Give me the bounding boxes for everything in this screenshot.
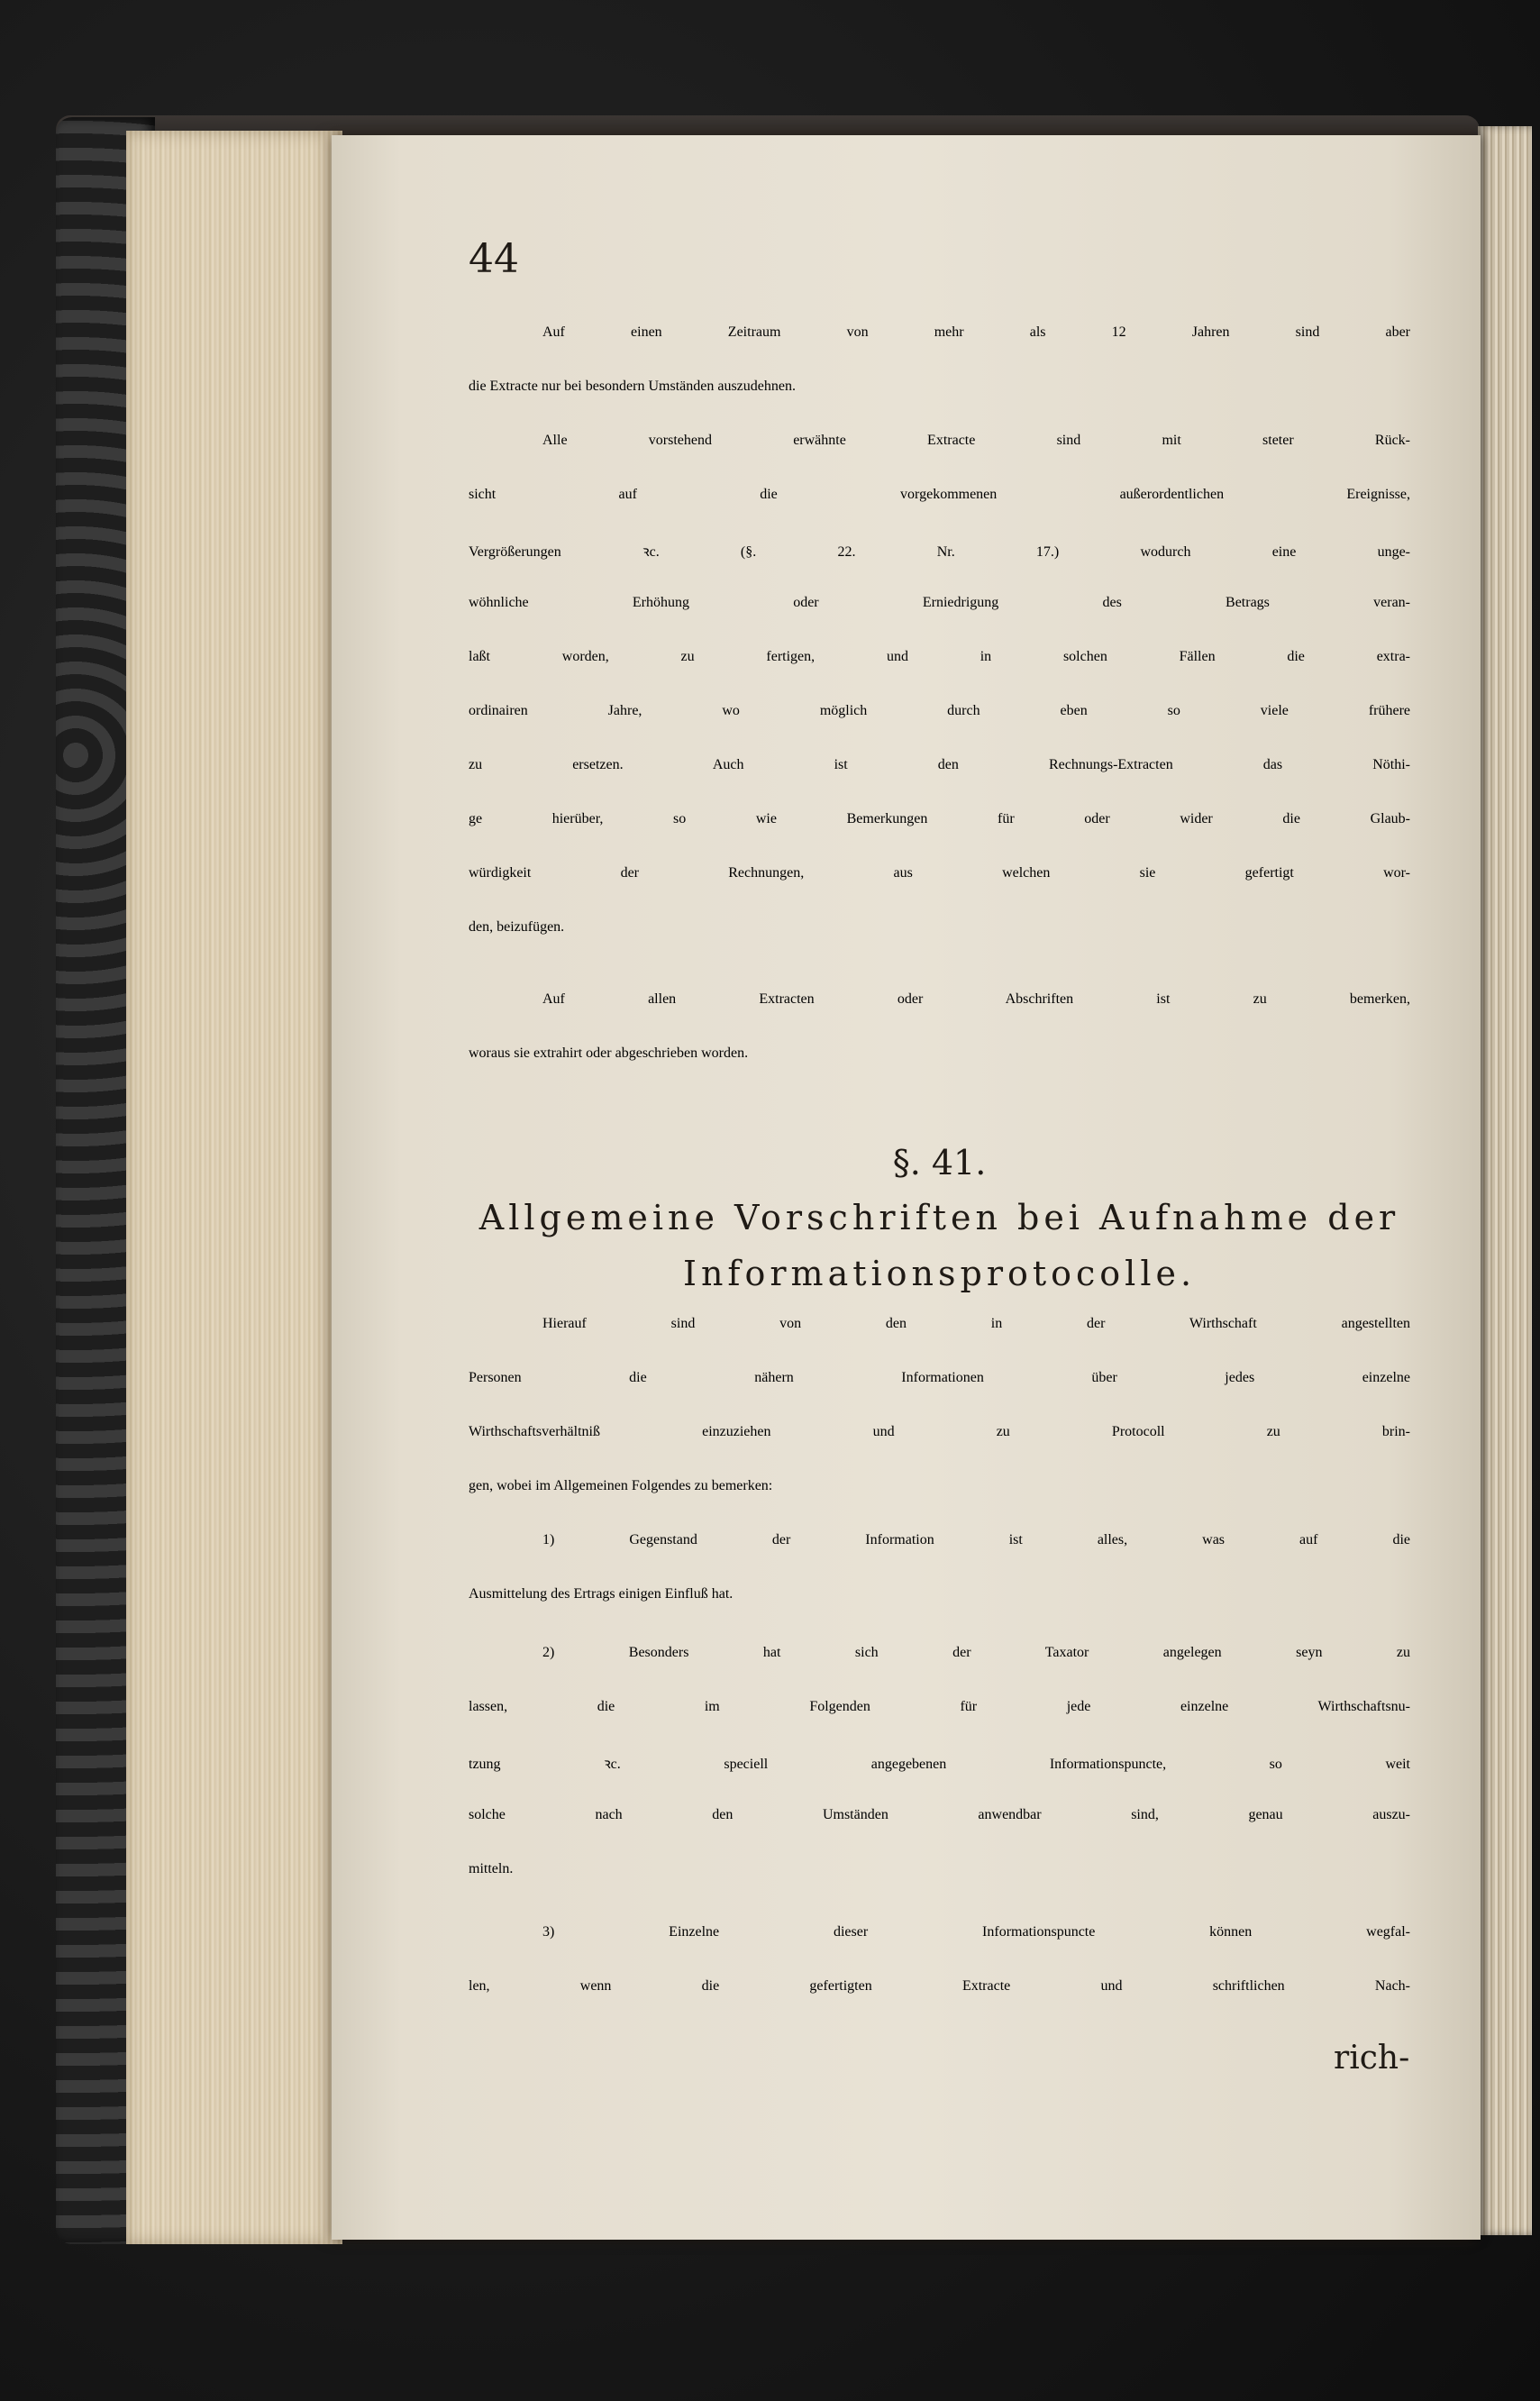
text-line: den, beizufügen. bbox=[469, 919, 565, 935]
text-line: sicht auf die vorgekommenen außerordentlichen Ereignisse, bbox=[469, 487, 1410, 502]
facing-page-edge bbox=[1478, 126, 1532, 2235]
text-line: ge hierüber, so wie Bemerkungen für oder wider die Glaub- bbox=[469, 811, 1410, 826]
text-line: Alle vorstehend erwähnte Extracte sind mit steter Rück- bbox=[542, 433, 1410, 448]
paragraph-3 bbox=[469, 991, 1410, 1100]
section-number: §. 41. bbox=[892, 1143, 987, 1182]
text-line: ordinairen Jahre, wo möglich durch eben so viele frühere bbox=[469, 703, 1410, 718]
section-title-line-2: Informationsprotocolle. bbox=[682, 1254, 1197, 1293]
text-line: lassen, die im Folgenden für jede einzelne Wirthschaftsnu- bbox=[469, 1699, 1410, 1714]
text-line: Auf einen Zeitraum von mehr als 12 Jahren sind aber bbox=[542, 324, 1410, 340]
text-line: die Extracte nur bei besondern Umständen auszudehnen. bbox=[469, 379, 796, 394]
text-line: woraus sie extrahirt oder abgeschrieben worden. bbox=[469, 1045, 749, 1061]
text-line: Auf allen Extracten oder Abschriften ist zu bemerken, bbox=[542, 991, 1410, 1007]
text-line: Wirthschaftsverhältniß einzuziehen und zu Protocoll zu brin- bbox=[469, 1424, 1410, 1439]
text-line: laßt worden, zu fertigen, und in solchen Fällen die extra- bbox=[469, 649, 1410, 664]
text-line: würdigkeit der Rechnungen, aus welchen sie gefertigt wor- bbox=[469, 865, 1410, 881]
text-line: Hierauf sind von den in der Wirthschaft angestellten bbox=[542, 1316, 1410, 1331]
text-line: tzung ꝛc. speciell angegebenen Informationspuncte, so weit bbox=[469, 1757, 1410, 1772]
text-line: Ausmittelung des Ertrags einigen Einfluß hat. bbox=[469, 1586, 734, 1602]
section-title-line-1: Allgemeine Vorschriften bei Aufnahme der bbox=[478, 1198, 1400, 1237]
page-block-edges bbox=[126, 131, 342, 2244]
text-line: 1) Gegenstand der Information ist alles, was auf die bbox=[542, 1532, 1410, 1547]
text-line: zu ersetzen. Auch ist den Rechnungs-Extracten das Nöthi- bbox=[469, 757, 1410, 772]
text-line: len, wenn die gefertigten Extracte und schriftlichen Nach- bbox=[469, 1978, 1410, 1994]
paragraph-1 bbox=[469, 324, 1410, 433]
text-line: mitteln. bbox=[469, 1861, 514, 1876]
paragraph-2 bbox=[469, 433, 1410, 973]
page-number: 44 bbox=[469, 236, 519, 282]
text-line: 2) Besonders hat sich der Taxator angelegen seyn zu bbox=[542, 1645, 1410, 1660]
list-item-2 bbox=[469, 1645, 1410, 1915]
text-line: 3) Einzelne dieser Informationspuncte können wegfal- bbox=[542, 1924, 1410, 1940]
text-line: wöhnliche Erhöhung oder Erniedrigung des Betrags veran- bbox=[469, 595, 1410, 610]
text-line: Vergrößerungen ꝛc. (§. 22. Nr. 17.) wodurch eine unge- bbox=[469, 544, 1410, 560]
text-line: gen, wobei im Allgemeinen Folgendes zu bemerken: bbox=[469, 1478, 773, 1493]
section-header bbox=[469, 1136, 1410, 1301]
paragraph-4 bbox=[469, 1316, 1410, 1532]
catchword: rich- bbox=[1334, 2040, 1410, 2077]
list-item-1 bbox=[469, 1532, 1410, 1640]
text-line: Personen die nähern Informationen über jedes einzelne bbox=[469, 1370, 1410, 1385]
list-item-3 bbox=[469, 1924, 1410, 2032]
text-line: solche nach den Umständen anwendbar sind, genau auszu- bbox=[469, 1807, 1410, 1822]
